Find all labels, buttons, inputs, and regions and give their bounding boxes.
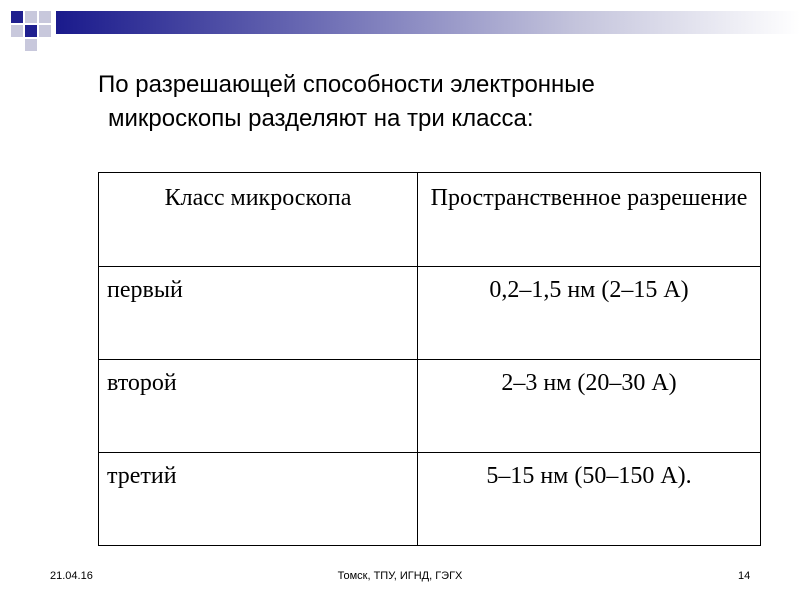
heading-line-1: По разрешающей способности электронные (98, 71, 595, 98)
header-class: Класс микроскопа (99, 173, 418, 267)
slide-decoration-bar (0, 0, 800, 48)
footer-date: 21.04.16 (50, 570, 93, 582)
decor-square (25, 25, 37, 37)
decor-square (25, 11, 37, 23)
footer-center-text: Томск, ТПУ, ИГНД, ГЭГХ (337, 570, 463, 582)
slide-heading (98, 68, 778, 136)
decor-square (39, 25, 51, 37)
microscope-classes-table (98, 172, 761, 546)
cell-resolution: 2–3 нм (20–30 А) (418, 360, 761, 453)
cell-resolution: 0,2–1,5 нм (2–15 А) (418, 267, 761, 360)
cell-class: второй (99, 360, 418, 453)
cell-resolution: 5–15 нм (50–150 А). (418, 453, 761, 546)
decor-square (39, 11, 51, 23)
cell-class: первый (99, 267, 418, 360)
header-resolution: Пространственное разрешение (418, 173, 761, 267)
table-row (99, 267, 761, 360)
decor-square (11, 11, 23, 23)
decor-square (11, 25, 23, 37)
decor-gradient-band (56, 11, 800, 34)
cell-class: третий (99, 453, 418, 546)
decor-square (25, 39, 37, 51)
heading-line-2: микроскопы разделяют на три класса: (108, 105, 534, 132)
table-header-row (99, 173, 761, 267)
footer-page-number: 14 (738, 570, 751, 582)
table-row (99, 453, 761, 546)
table-row (99, 360, 761, 453)
